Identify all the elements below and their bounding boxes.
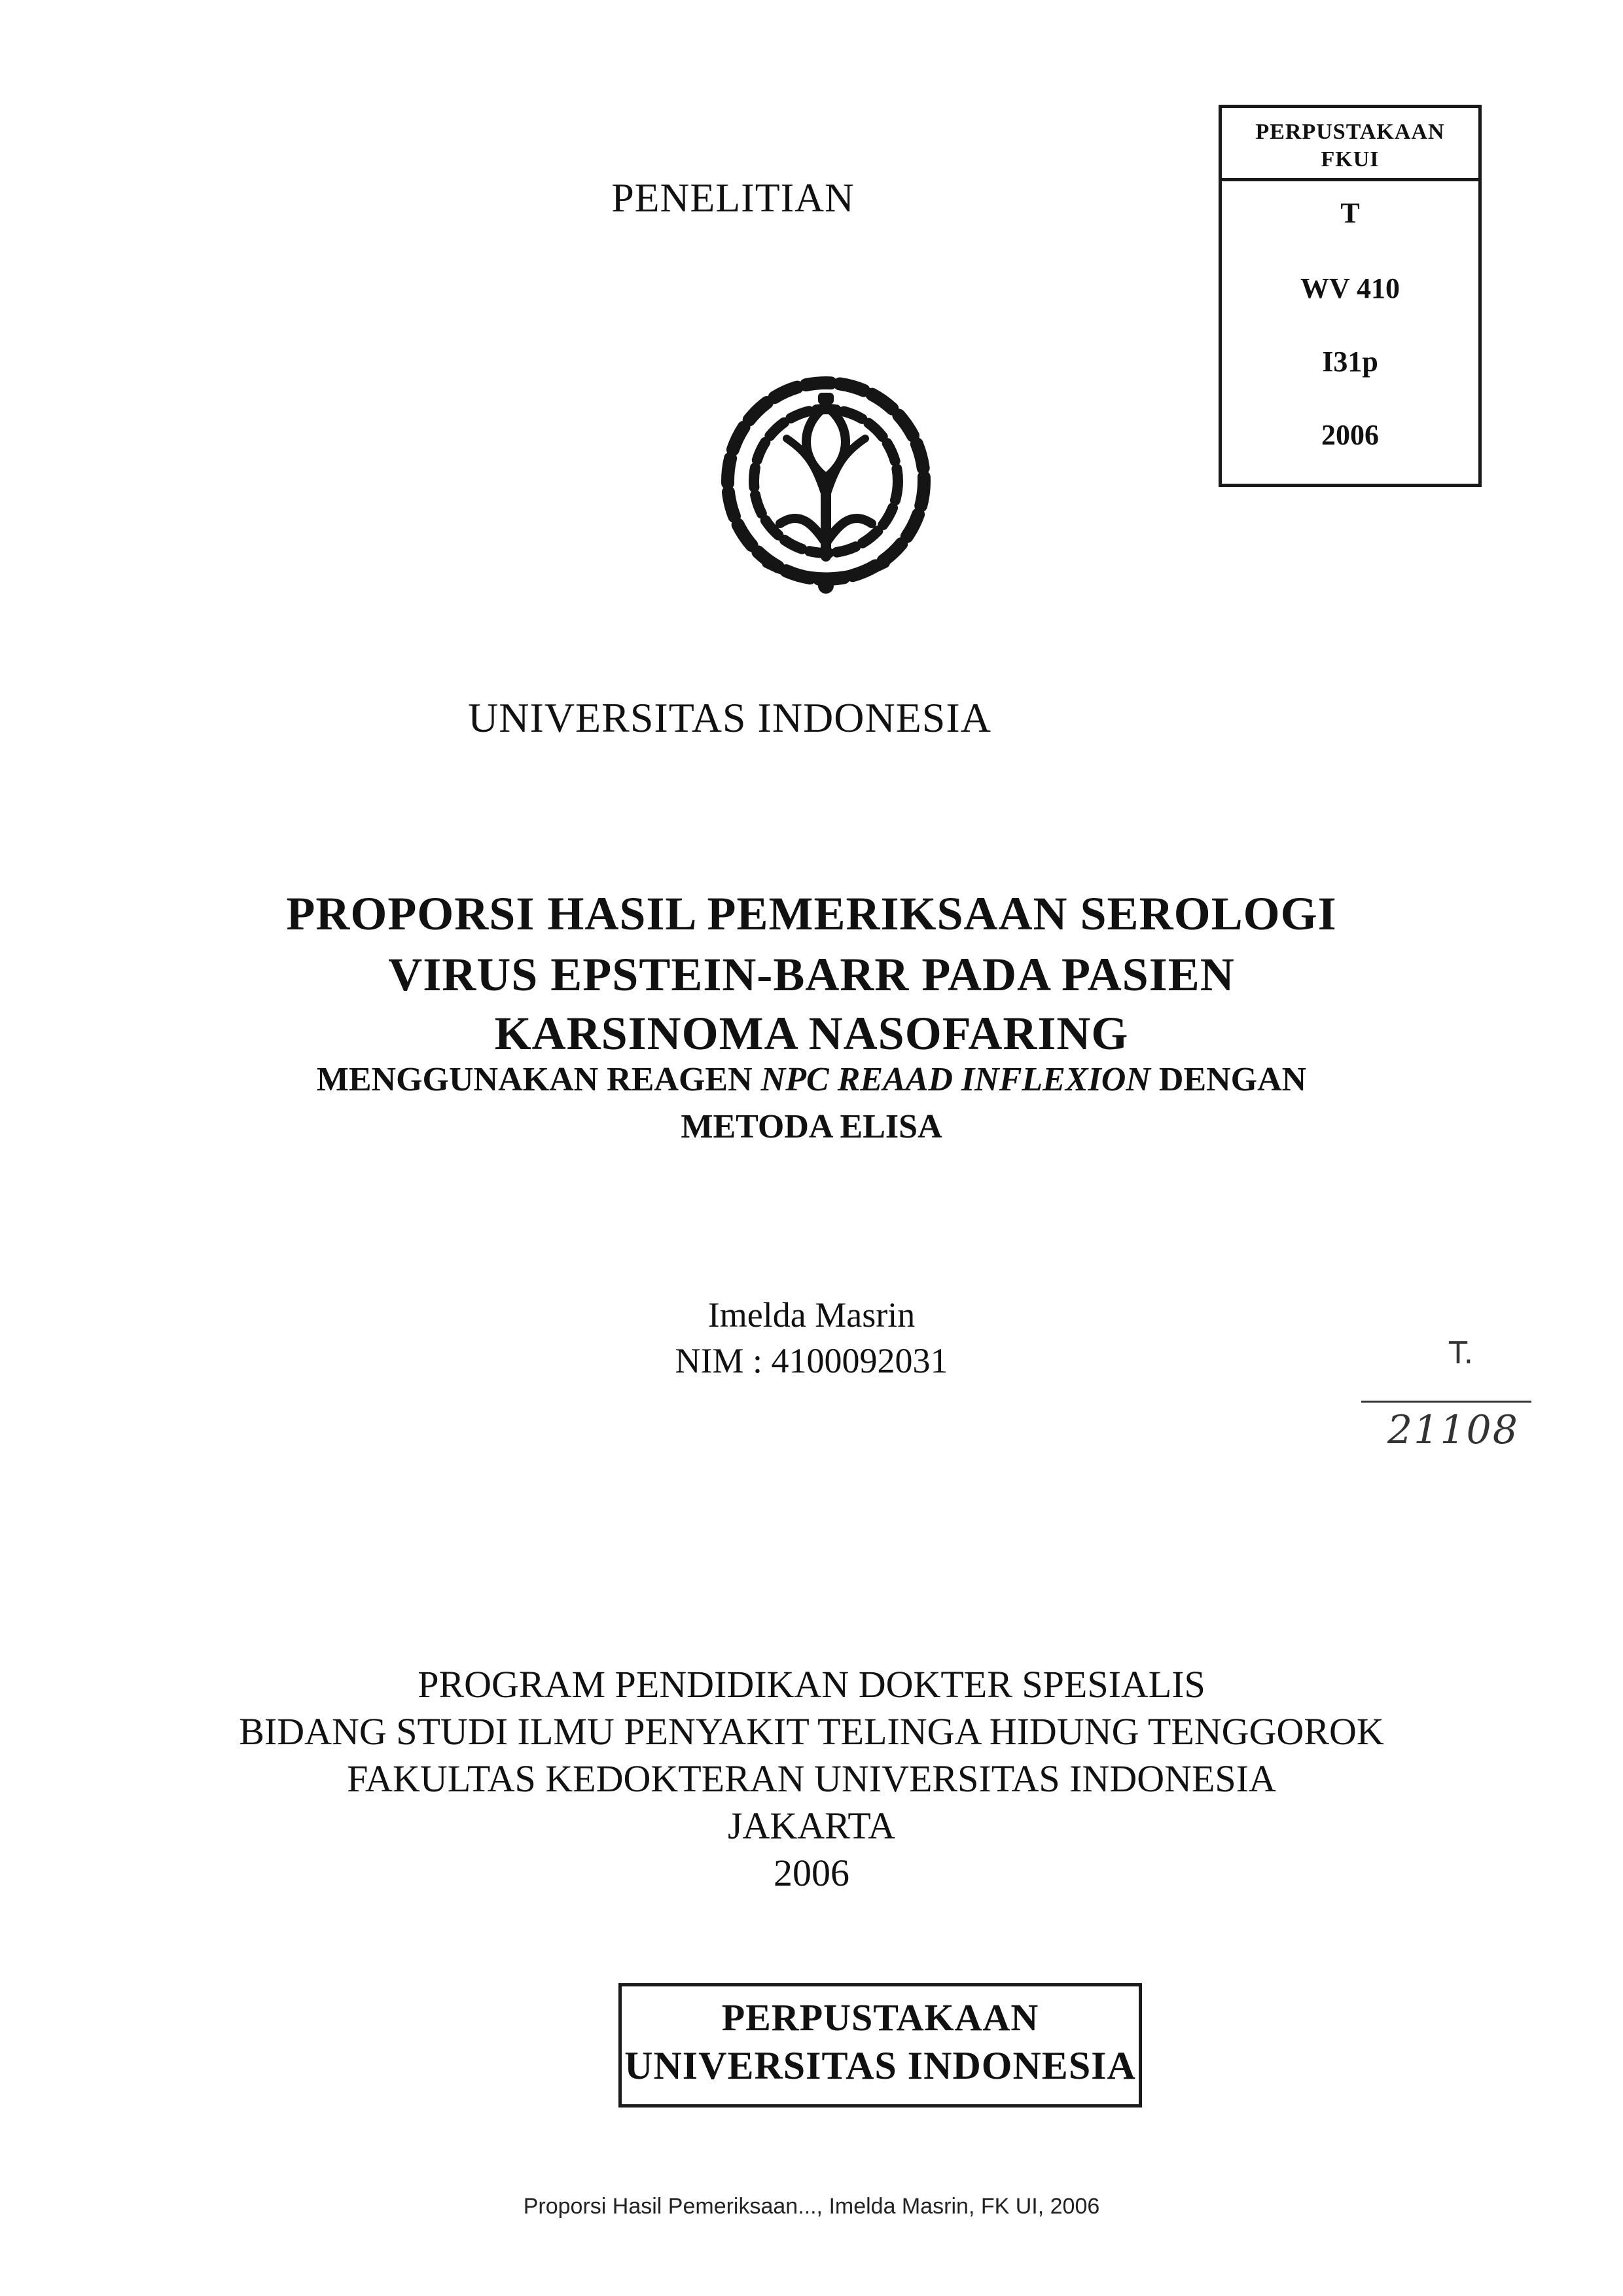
library-stamp-year: 2006 bbox=[1321, 419, 1379, 451]
subtitle-prefix: MENGGUNAKAN REAGEN bbox=[316, 1061, 761, 1098]
author-name: Imelda Masrin bbox=[707, 1295, 916, 1335]
subtitle-suffix: DENGAN bbox=[1150, 1061, 1307, 1098]
handwritten-underline bbox=[1361, 1401, 1531, 1403]
program-line: BIDANG STUDI ILMU PENYAKIT TELINGA HIDUNG TENGGOROK bbox=[239, 1710, 1384, 1753]
library-stamp-header bbox=[1222, 108, 1478, 181]
city: JAKARTA bbox=[727, 1804, 896, 1847]
program-line: PROGRAM PENDIDIKAN DOKTER SPESIALIS bbox=[418, 1663, 1205, 1706]
year: 2006 bbox=[774, 1852, 849, 1894]
document-type-label: PENELITIAN bbox=[611, 176, 855, 221]
bottom-stamp-line1: PERPUSTAKAAN bbox=[721, 1996, 1039, 2039]
handwritten-mark: T. bbox=[1449, 1335, 1474, 1371]
library-stamp-header-line2: FKUI bbox=[1321, 147, 1380, 171]
page-footer: Proporsi Hasil Pemeriksaan..., Imelda Masrin, FK UI, 2006 bbox=[523, 2194, 1100, 2219]
thesis-title-line: VIRUS EPSTEIN-BARR PADA PASIEN bbox=[388, 948, 1235, 1001]
university-name: UNIVERSITAS INDONESIA bbox=[468, 694, 991, 741]
student-id: NIM : 4100092031 bbox=[675, 1341, 948, 1380]
library-stamp bbox=[1219, 105, 1482, 487]
library-stamp-class-number: WV 410 bbox=[1300, 272, 1400, 304]
library-ownership-stamp bbox=[618, 1983, 1142, 2108]
subtitle-reagent: NPC REAAD INFLEXION bbox=[760, 1061, 1150, 1098]
thesis-title-line: PROPORSI HASIL PEMERIKSAAN SEROLOGI bbox=[286, 888, 1337, 940]
library-stamp-cutter: I31p bbox=[1322, 346, 1378, 378]
thesis-subtitle-line: METODA ELISA bbox=[681, 1108, 942, 1145]
library-stamp-code: T bbox=[1340, 197, 1360, 229]
handwritten-number: 21108 bbox=[1387, 1407, 1519, 1453]
library-stamp-header-line1: PERPUSTAKAAN bbox=[1255, 120, 1445, 144]
thesis-subtitle-line bbox=[0, 1060, 1623, 1099]
university-logo-icon bbox=[708, 367, 944, 602]
thesis-title-line: KARSINOMA NASOFARING bbox=[494, 1007, 1129, 1060]
program-line: FAKULTAS KEDOKTERAN UNIVERSITAS INDONESIA bbox=[347, 1757, 1276, 1800]
bottom-stamp-line2: UNIVERSITAS INDONESIA bbox=[624, 2044, 1136, 2087]
